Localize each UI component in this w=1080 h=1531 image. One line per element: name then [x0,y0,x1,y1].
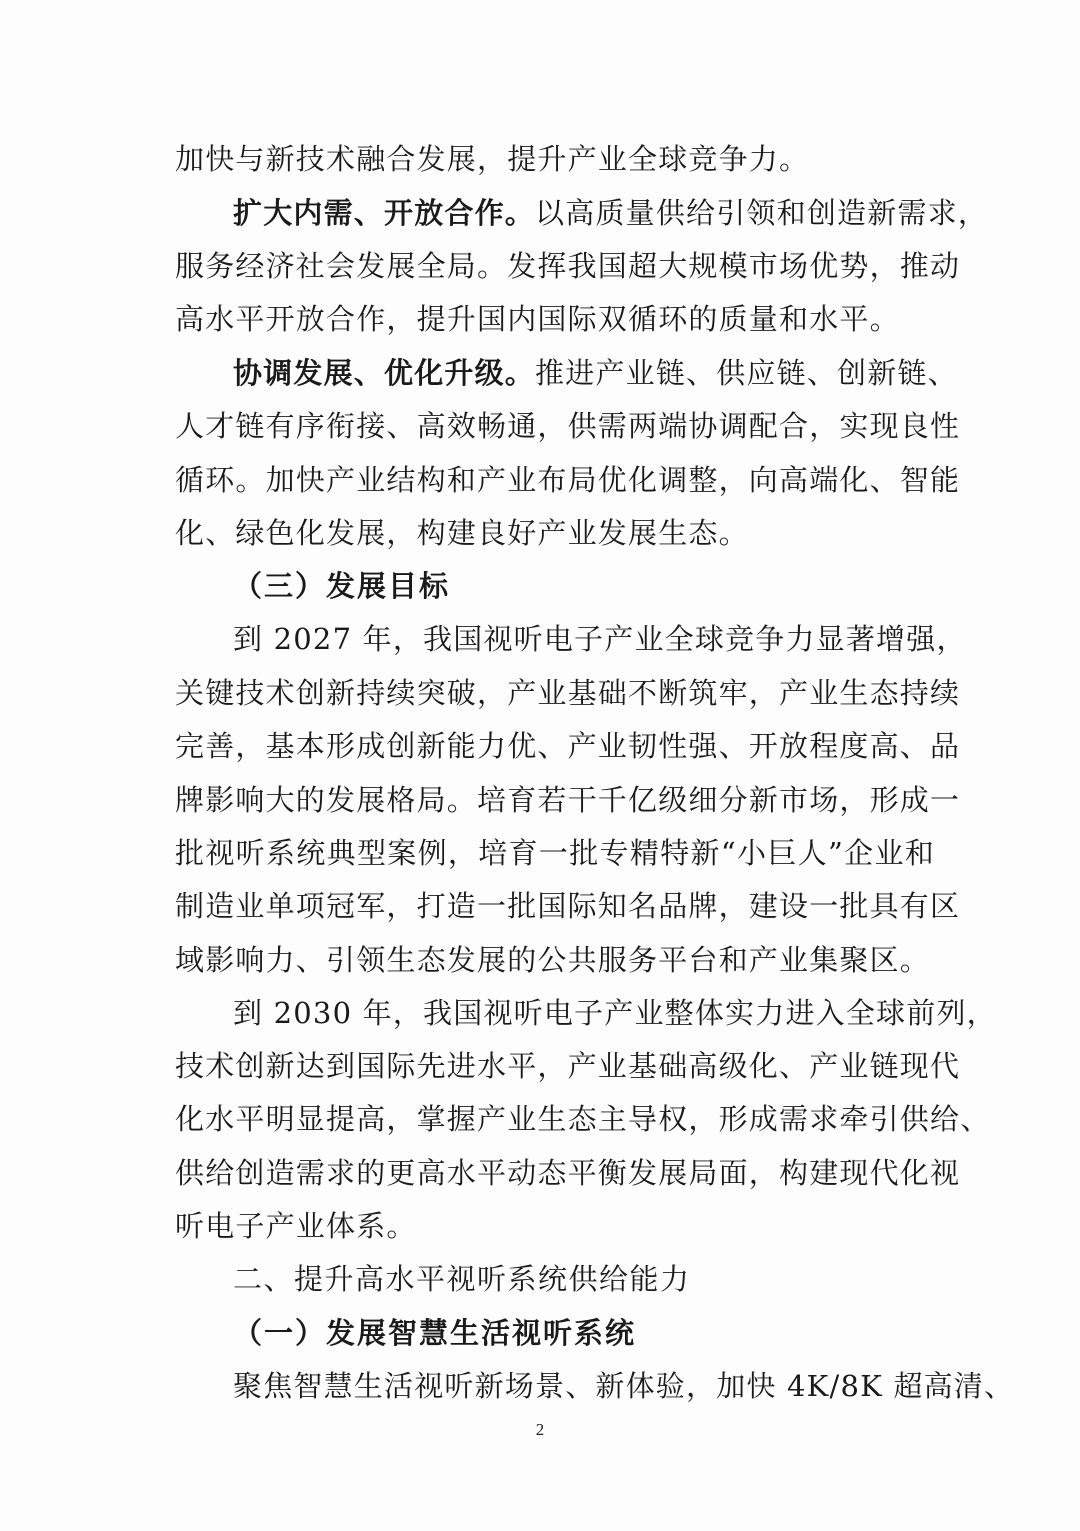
text-line: 服务经济社会发展全局。发挥我国超大规模市场优势，推动 [175,249,961,283]
text-line [233,353,958,393]
text-line: 到 2030 年，我国视听电子产业整体实力进入全球前列， [233,996,997,1030]
paragraph-text: 推进产业链、供应链、创新链、 [535,356,958,390]
text-line: 高水平开放合作，提升国内国际双循环的质量和水平。 [175,302,900,336]
section-heading-supply: 二、提升高水平视听系统供给能力 [233,1262,691,1296]
text-line: 批视听系统典型案例，培育一批专精特新“小巨人”企业和 [175,836,935,870]
text-line: 化、绿色化发展，构建良好产业发展生态。 [175,516,749,550]
subsection-heading-smart-life: （一）发展智慧生活视听系统 [233,1316,637,1350]
page-number: 2 [535,1420,545,1439]
paragraph-lead: 扩大内需、开放合作。 [233,196,536,230]
text-line: 到 2027 年，我国视听电子产业全球竞争力显著增强， [233,622,967,656]
text-line: 技术创新达到国际先进水平，产业基础高级化、产业链现代 [175,1049,961,1083]
text-line: 牌影响大的发展格局。培育若干千亿级细分新市场，形成一 [175,783,961,817]
text-line: 制造业单项冠军，打造一批国际知名品牌，建设一批具有区 [175,889,961,923]
text-line: 化水平明显提高，掌握产业生态主导权，形成需求牵引供给、 [175,1102,991,1136]
text-line: 听电子产业体系。 [175,1209,417,1243]
text-line: 供给创造需求的更高水平动态平衡发展局面，构建现代化视 [175,1156,961,1190]
text-line: 关键技术创新持续突破，产业基础不断筑牢，产业生态持续 [175,676,961,710]
text-line: 加快与新技术融合发展，提升产业全球竞争力。 [175,142,810,176]
text-line: 域影响力、引领生态发展的公共服务平台和产业集聚区。 [175,943,931,977]
text-line: 聚焦智慧生活视听新场景、新体验，加快 4K/8K 超高清、 [233,1369,1015,1403]
paragraph-lead: 协调发展、优化升级。 [233,356,536,390]
section-heading-goals: （三）发展目标 [233,569,451,603]
text-line: 完善，基本形成创新能力优、产业韧性强、开放程度高、品 [175,729,961,763]
text-line: 循环。加快产业结构和产业布局优化调整，向高端化、智能 [175,463,961,497]
text-line: 人才链有序衔接、高效畅通，供需两端协调配合，实现良性 [175,409,961,443]
text-line [233,193,989,233]
paragraph-text: 以高质量供给引领和创造新需求， [535,196,989,230]
